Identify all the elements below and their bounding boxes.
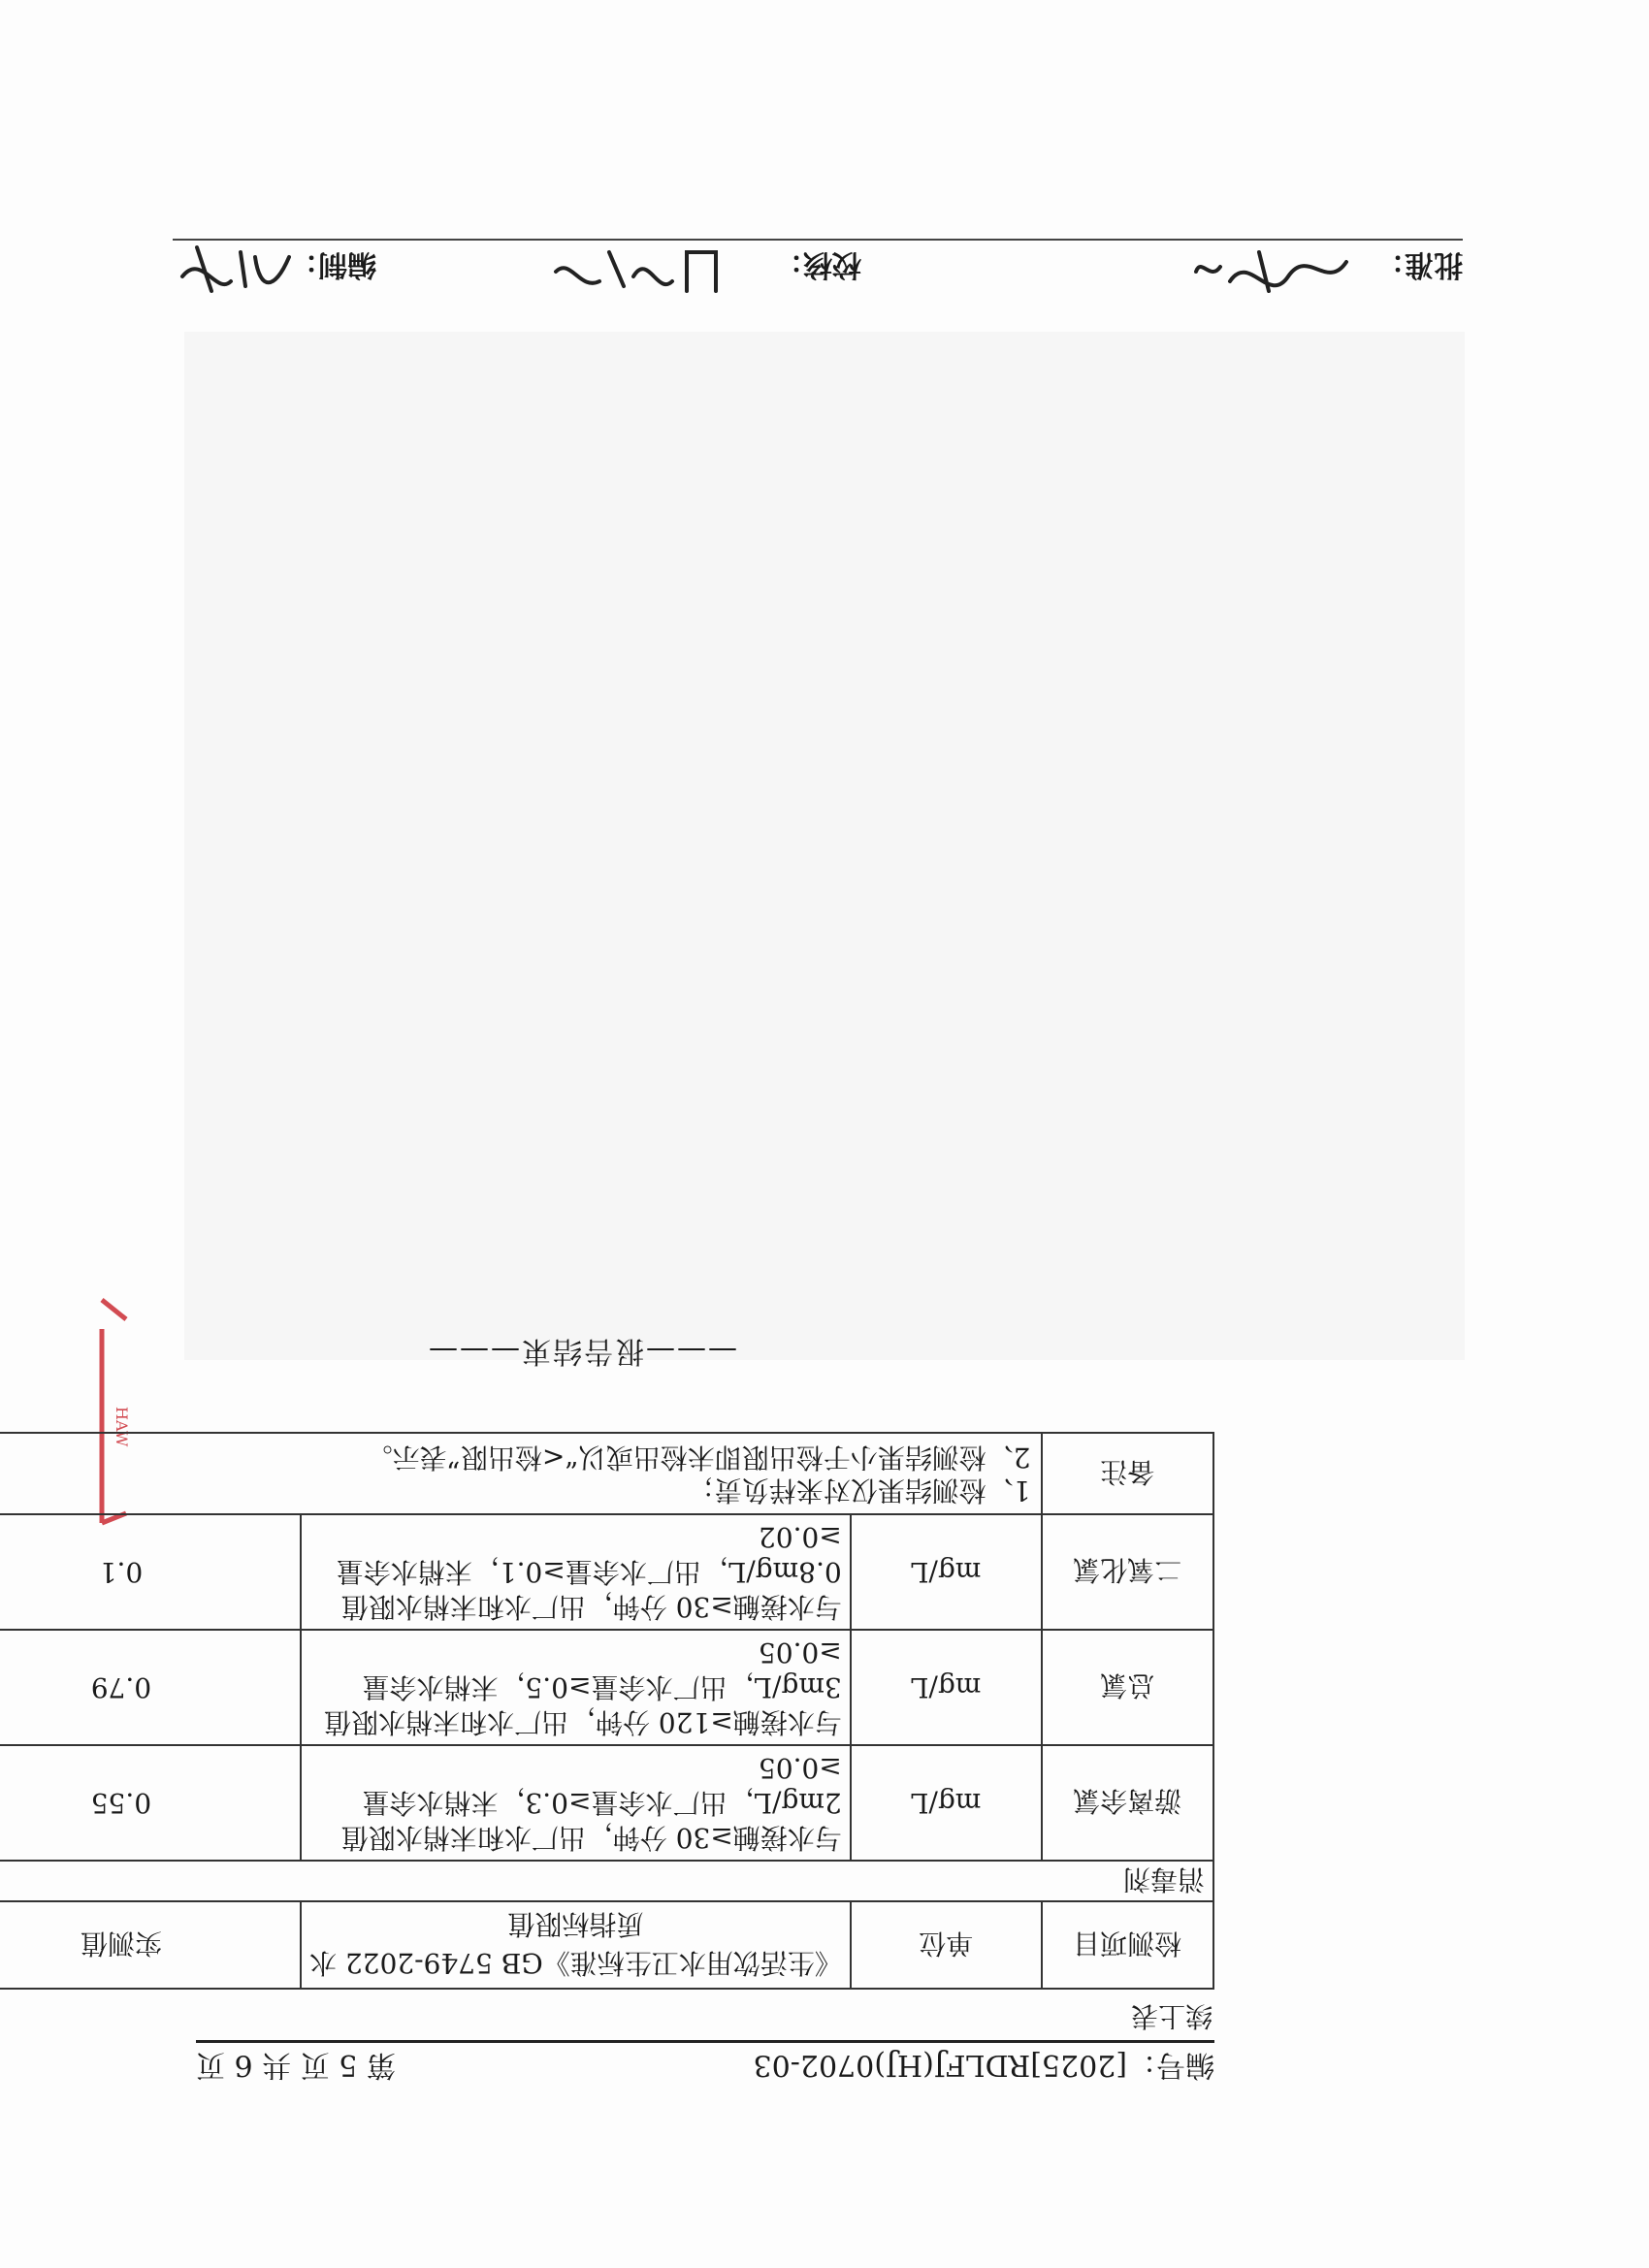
- row-item: 总氯: [1042, 1630, 1213, 1745]
- table-row: [0, 1745, 1213, 1861]
- row-unit: mg/L: [851, 1630, 1042, 1745]
- row-limit: 与水接触≥30 分钟，出厂水和末梢水限值0.8mg/L，出厂水余量≥0.1，末梢水余量≥0.02: [301, 1514, 851, 1630]
- continued-label: 续上表: [1130, 2000, 1212, 2032]
- review-label: 校核：: [774, 247, 861, 281]
- table-header-row: [0, 1901, 1213, 1989]
- row-value: 0.55: [0, 1745, 301, 1861]
- row-limit: 与水接触≥120 分钟，出厂水和末梢水限值3mg/L，出厂水余量≥0.5，末梢水余量≥0.05: [301, 1630, 851, 1745]
- row-item: 游离余氯: [1042, 1745, 1213, 1861]
- signature-row: [173, 239, 1463, 289]
- table-row: [0, 1630, 1213, 1745]
- group-label: 消毒剂: [0, 1861, 1213, 1901]
- notes-content: [0, 1433, 1042, 1514]
- results-table: [0, 1432, 1214, 1990]
- notes-label: 备注: [1042, 1433, 1213, 1514]
- page-number: 第 5 页 共 6 页: [196, 2048, 396, 2082]
- note-line: 1、检测结果仅对来样负责；: [687, 1474, 1031, 1507]
- approve-label: 批准：: [1375, 247, 1463, 281]
- row-item: 二氧化氯: [1042, 1514, 1213, 1630]
- svg-text:HAW: HAW: [113, 1407, 131, 1447]
- note-line: 2、检测结果小于检出限即未检出或以“<检出限”表示。: [365, 1442, 1031, 1474]
- table-row: [0, 1514, 1213, 1630]
- compile-signature: [173, 243, 299, 301]
- report-end-mark: ———报告结束———: [427, 1334, 737, 1368]
- report-header: [196, 2040, 1214, 2082]
- row-value: 0.1: [0, 1514, 301, 1630]
- compile-label: 编制：: [289, 247, 376, 281]
- approve-signature: [1191, 243, 1356, 301]
- row-limit: 与水接触≥30 分钟，出厂水和末梢水限值2mg/L，出厂水余量≥0.3，末梢水余量≥0.05: [301, 1745, 851, 1861]
- header-value: 实测值: [0, 1901, 301, 1989]
- report-code: 编号：[2025]RDLFJ(HJ)0702-03: [753, 2048, 1214, 2082]
- row-value: 0.79: [0, 1630, 301, 1745]
- review-signature: [551, 243, 726, 301]
- header-item: 检测项目: [1042, 1901, 1213, 1989]
- notes-row: [0, 1433, 1213, 1514]
- header-unit: 单位: [851, 1901, 1042, 1989]
- row-unit: mg/L: [851, 1514, 1042, 1630]
- group-row: [0, 1861, 1213, 1901]
- row-unit: mg/L: [851, 1745, 1042, 1861]
- header-limit: 《生活饮用水卫生标准》GB 5749-2022 水质指标限值: [301, 1901, 851, 1989]
